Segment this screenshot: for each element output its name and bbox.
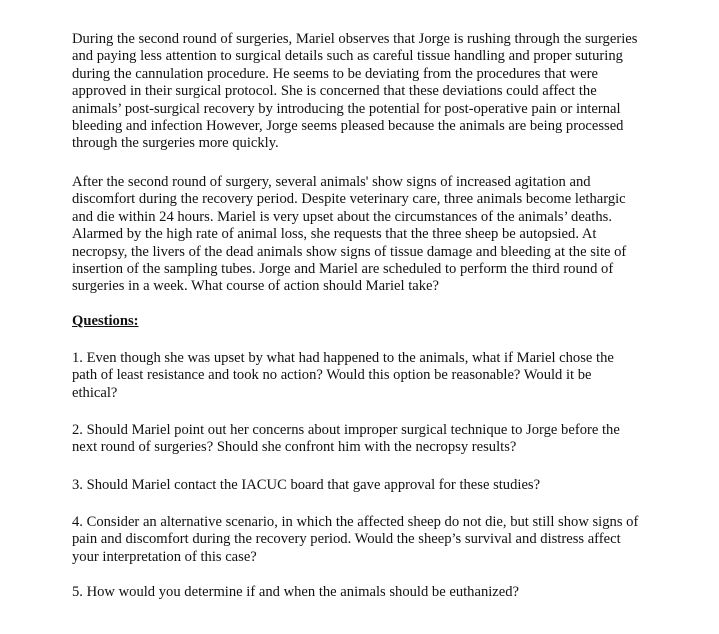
text-line: pain and discomfort during the recovery period. Would the sheep’s survival and distress affect <box>72 531 621 548</box>
text-line: discomfort during the recovery period. Despite veterinary care, three animals become lethargic <box>72 191 626 208</box>
case-paragraph-2 <box>72 174 662 296</box>
text-line: your interpretation of this case? <box>72 548 257 565</box>
text-line: During the second round of surgeries, Mariel observes that Jorge is rushing through the surgeries <box>72 31 638 47</box>
text-line: 5. How would you determine if and when the animals should be euthanized? <box>72 584 520 600</box>
text-line: ethical? <box>72 384 118 401</box>
text-line: 2. Should Mariel point out her concerns about improper surgical technique to Jorge before the <box>72 422 620 438</box>
text-line: 3. Should Mariel contact the IACUC board that gave approval for these studies? <box>72 477 541 493</box>
text-line: 1. Even though she was upset by what had happened to the animals, what if Mariel chose the <box>72 350 614 366</box>
question-4 <box>72 514 662 566</box>
text-line: bleeding and infection However, Jorge seems pleased because the animals are being processed <box>72 118 624 135</box>
question-1 <box>72 350 662 402</box>
text-line: and paying less attention to surgical details such as careful tissue handling and proper suturing <box>72 48 623 65</box>
text-line: animals’ post-surgical recovery by introducing the potential for post-operative pain or internal <box>72 100 621 117</box>
text-line: 4. Consider an alternative scenario, in which the affected sheep do not die, but still show signs of <box>72 514 639 530</box>
text-line: through the surgeries more quickly. <box>72 135 279 152</box>
case-paragraph-1 <box>72 31 662 153</box>
text-line: and die within 24 hours. Mariel is very upset about the circumstances of the animals’ deaths. <box>72 208 612 225</box>
questions-heading: Questions: <box>72 313 139 329</box>
question-5 <box>72 584 662 601</box>
text-line: insertion of the sampling tubes. Jorge and Mariel are scheduled to perform the third round of <box>72 261 614 278</box>
text-line: surgeries in a week. What course of action should Mariel take? <box>72 278 440 295</box>
text-line: approved in their surgical protocol. She is concerned that these deviations could affect the <box>72 83 597 100</box>
text-line: path of least resistance and took no action? Would this option be reasonable? Would it be <box>72 367 592 384</box>
question-2 <box>72 422 662 457</box>
question-3 <box>72 477 662 494</box>
text-line: After the second round of surgery, several animals' show signs of increased agitation and <box>72 174 591 190</box>
text-line: Alarmed by the high rate of animal loss, she requests that the three sheep be autopsied. At <box>72 226 597 243</box>
text-line: next round of surgeries? Should she confront him with the necropsy results? <box>72 439 517 456</box>
text-line: during the cannulation procedure. He seems to be deviating from the procedures that were <box>72 65 598 82</box>
text-line: necropsy, the livers of the dead animals show signs of tissue damage and bleeding at the site of <box>72 243 627 260</box>
